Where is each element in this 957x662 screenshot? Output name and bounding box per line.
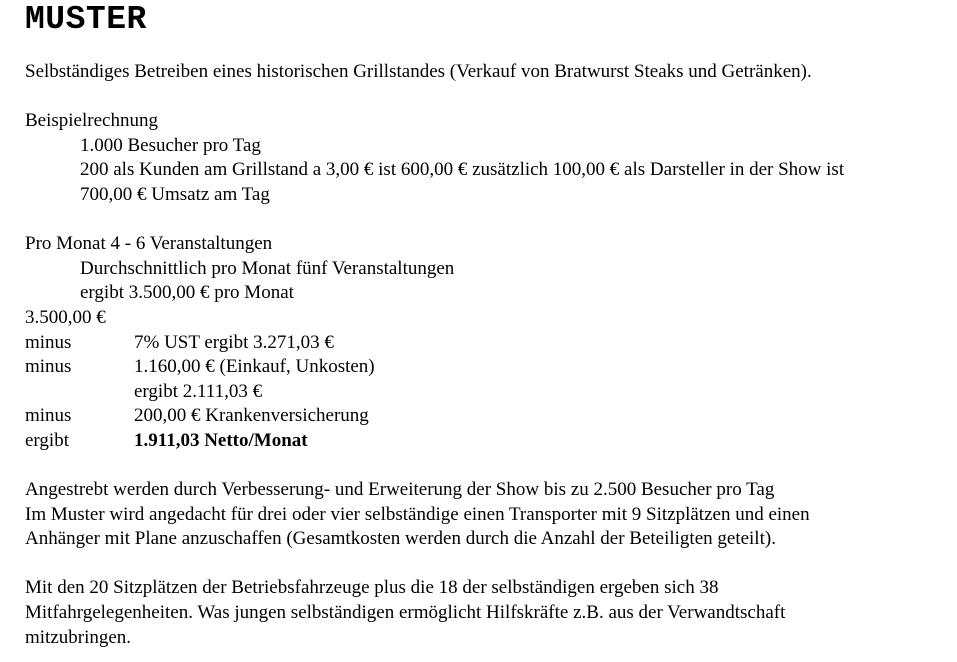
monthly-heading: Pro Monat 4 - 6 Veranstaltungen <box>25 233 273 255</box>
calculation-label: minus <box>25 405 72 427</box>
intro-paragraph: Selbständiges Betreiben eines historischen Grillstandes (Verkauf von Bratwurst Steaks und Getränken). <box>25 61 812 82</box>
calculation-row <box>25 331 950 356</box>
seats-line: mitzubringen. <box>25 626 132 648</box>
calculation-value: ergibt 2.111,03 € <box>134 380 263 402</box>
example-line: 200 als Kunden am Grillstand a 3,00 € ist 600,00 € zusätzlich 100,00 € als Darsteller in der Show ist <box>80 159 845 181</box>
example-line: 1.000 Besucher pro Tag <box>80 134 261 156</box>
example-line: 700,00 € Umsatz am Tag <box>80 183 270 205</box>
goal-line: Anhänger mit Plane anzuschaffen (Gesamtkosten werden durch die Anzahl der Beteiligten geteilt). <box>25 528 776 550</box>
calculation-row-total <box>25 429 950 454</box>
net-monthly-total: 1.911,03 Netto/Monat <box>134 429 308 451</box>
calculation-label <box>25 380 134 405</box>
example-heading: Beispielrechnung <box>25 110 158 132</box>
goal-line: Im Muster wird angedacht für drei oder vier selbständige einen Transporter mit 9 Sitzplätzen und einen <box>25 503 810 525</box>
calculation-start: 3.500,00 € <box>25 306 106 328</box>
document-title: MUSTER <box>25 1 147 38</box>
calculation-value: 1.160,00 € (Einkauf, Unkosten) <box>134 356 375 378</box>
goal-line: Angestrebt werden durch Verbesserung- und Erweiterung der Show bis zu 2.500 Besucher pro Tag <box>25 479 775 501</box>
calculation-value: 200,00 € Krankenversicherung <box>134 405 369 427</box>
calculation-row <box>25 404 950 429</box>
monthly-line: Durchschnittlich pro Monat fünf Veranstaltungen <box>80 257 455 279</box>
calculation-label: minus <box>25 356 72 378</box>
calculation-value: 7% UST ergibt 3.271,03 € <box>134 331 334 353</box>
seats-line: Mit den 20 Sitzplätzen der Betriebsfahrzeuge plus die 18 der selbständigen ergeben sich 38 <box>25 577 719 599</box>
monthly-line: ergibt 3.500,00 € pro Monat <box>80 282 294 304</box>
seats-line: Mitfahrgelegenheiten. Was jungen selbständigen ermöglicht Hilfskräfte z.B. aus der Verwandtschaft <box>25 602 786 624</box>
calculation-label: minus <box>25 331 72 353</box>
calculation-row <box>25 380 950 405</box>
calculation-label: ergibt <box>25 429 69 451</box>
document <box>25 0 950 650</box>
calculation-row <box>25 355 950 380</box>
